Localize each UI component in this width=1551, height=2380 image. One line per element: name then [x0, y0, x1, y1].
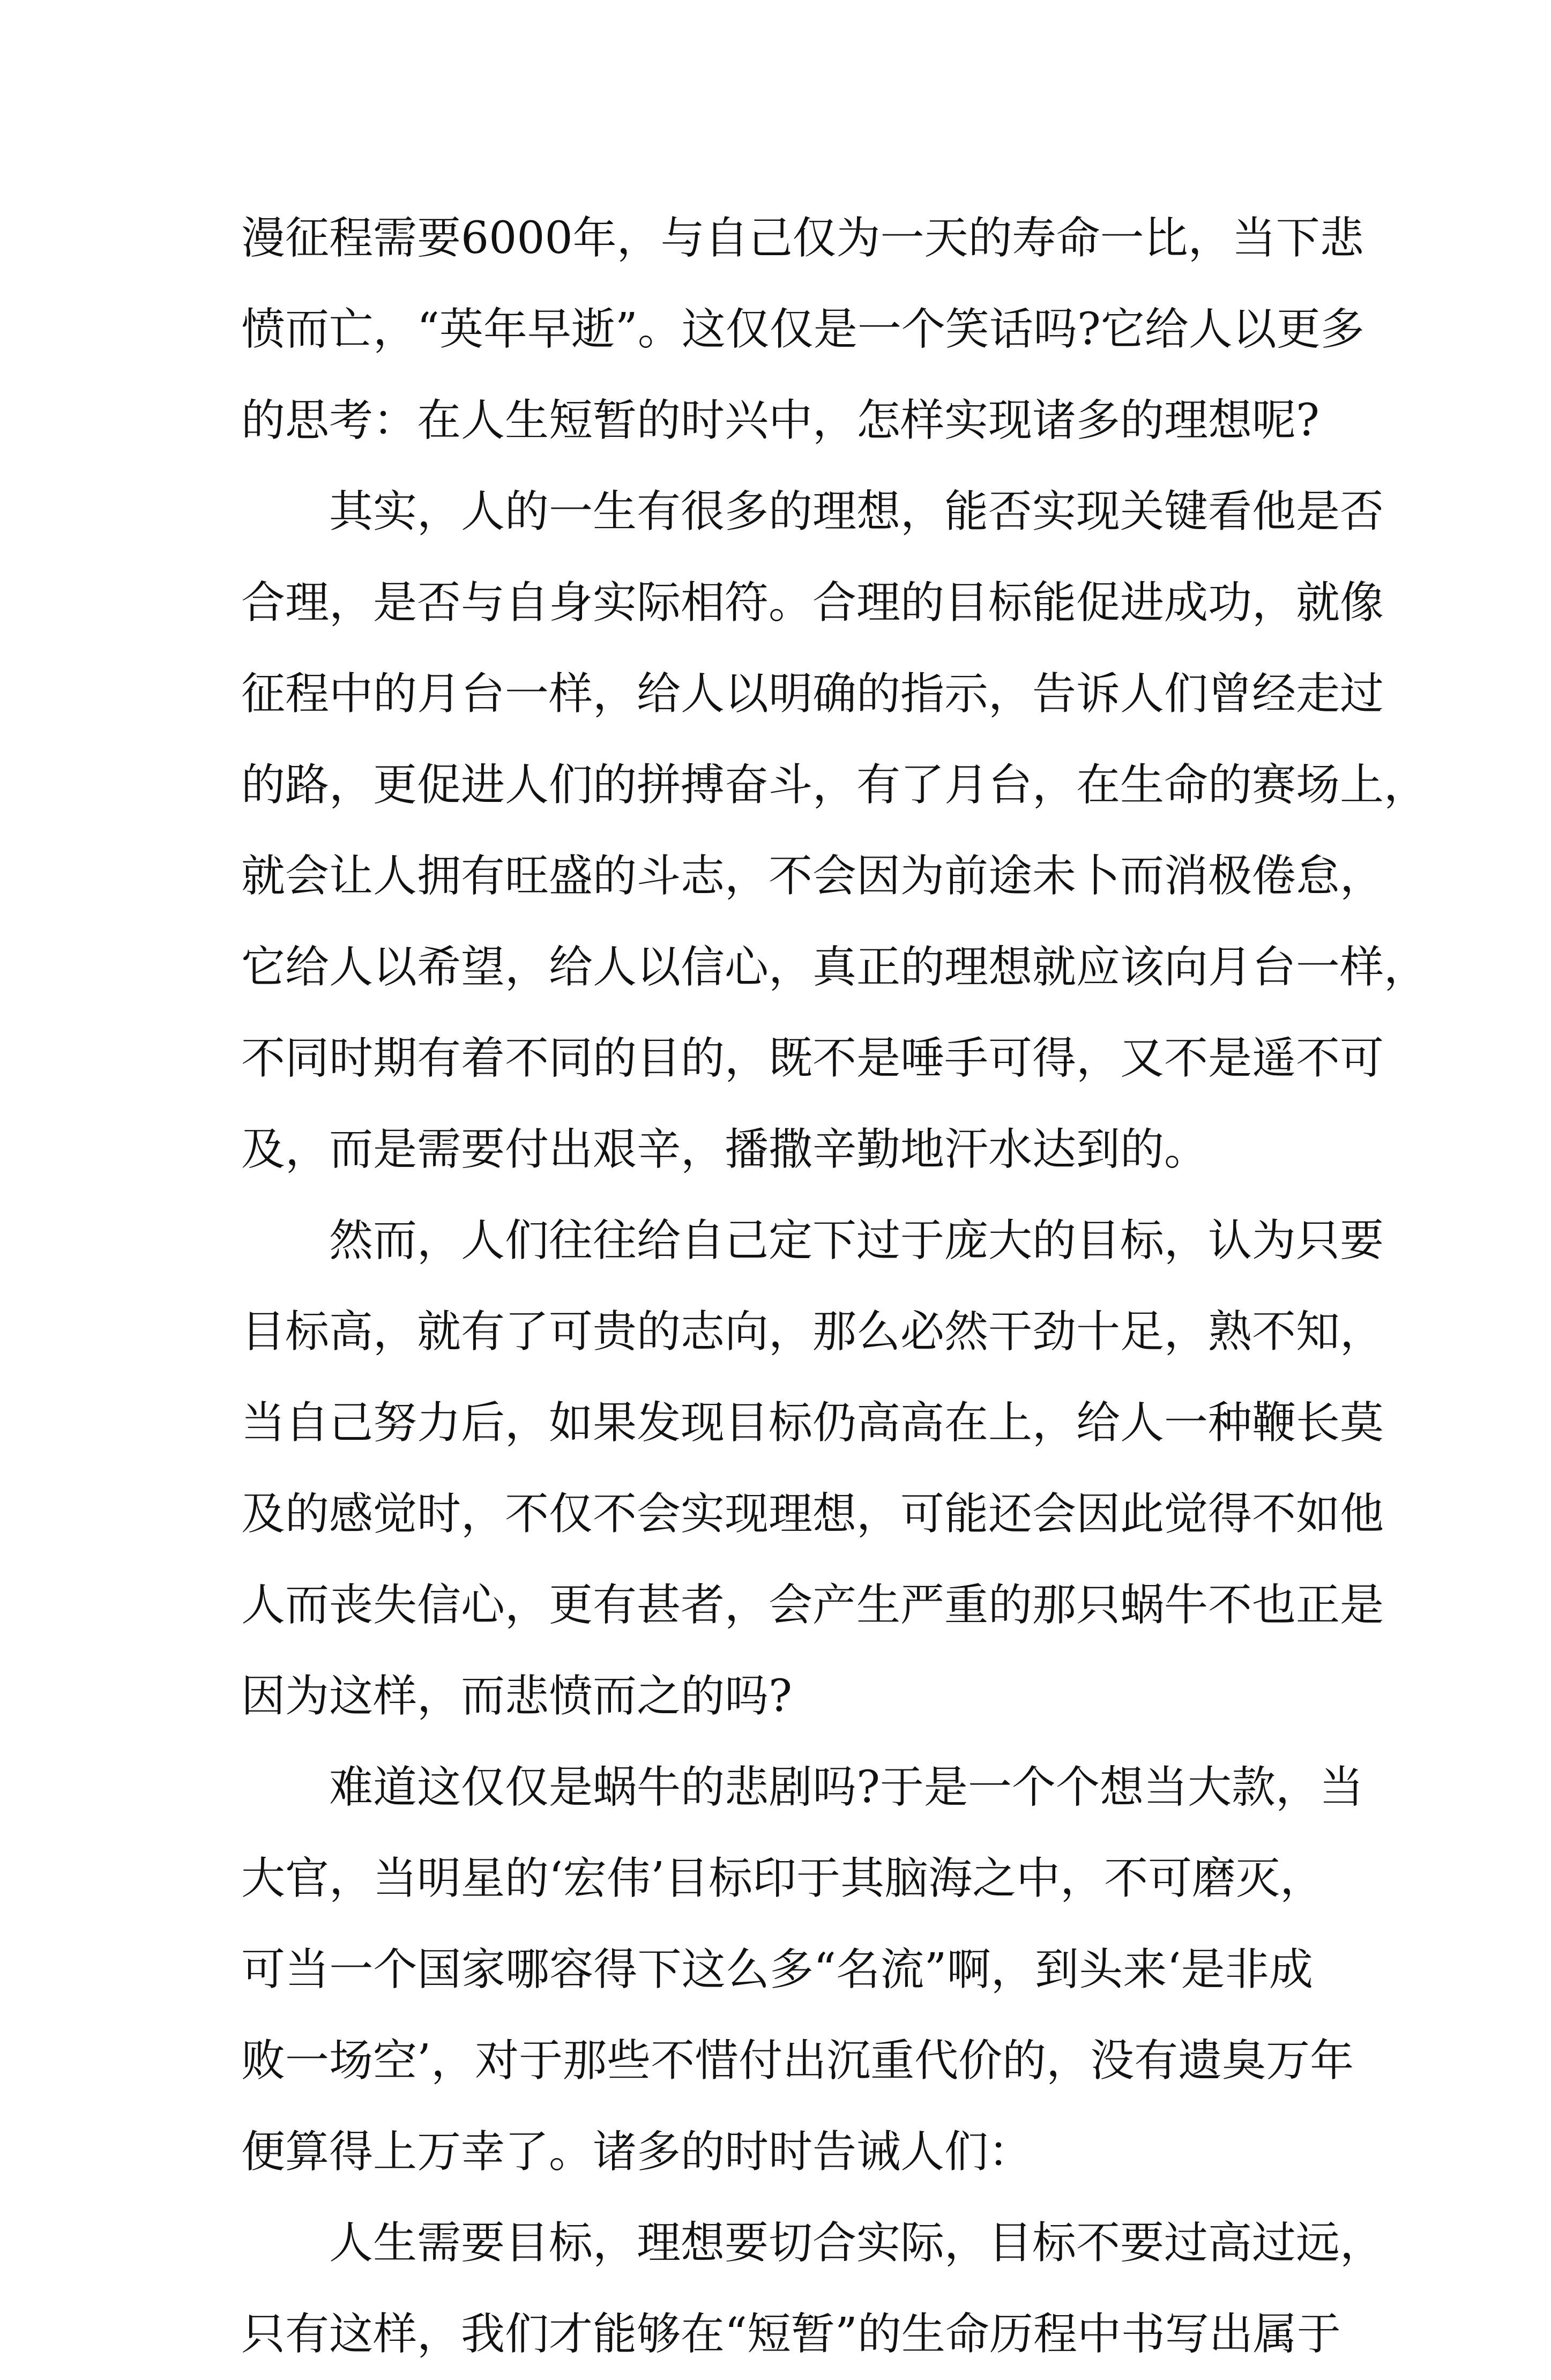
text-line: 大官，当明星的‘宏伟’目标印于其脑海之中，不可磨灭，: [241, 1853, 1324, 1904]
paragraph-first-line: 然而，人们往往给自己定下过于庞大的目标，认为只要: [329, 1215, 1384, 1266]
text-line: 只有这样，我们才能够在“短暂”的生命历程中书写出属于: [241, 2309, 1341, 2360]
text-line: 人而丧失信心，更有甚者，会产生严重的那只蜗牛不也正是: [241, 1580, 1384, 1631]
text-line: 败一场空’，对于那些不惜付出沉重代价的，没有遗臭万年: [241, 2035, 1354, 2086]
text-line: 它给人以希望，给人以信心，真正的理想就应该向月台一样，: [241, 942, 1428, 993]
text-line: 愤而亡，“英年早逝”。这仅仅是一个笑话吗?它给人以更多: [241, 304, 1364, 355]
body-text: [241, 193, 1428, 2380]
text-line: 的思考：在人生短暂的时兴中，怎样实现诸多的理想呢?: [241, 395, 1319, 446]
text-line: 因为这样，而悲愤而之的吗?: [241, 1671, 792, 1722]
paragraph-first-line: 难道这仅仅是蜗牛的悲剧吗?于是一个个想当大款，当: [329, 1762, 1363, 1813]
paragraph-first-line: 其实，人的一生有很多的理想，能否实现关键看他是否: [329, 486, 1384, 537]
text-line: 的路，更促进人们的拼搏奋斗，有了月台，在生命的赛场上，: [241, 760, 1428, 810]
text-line: 就会让人拥有旺盛的斗志，不会因为前途未卜而消极倦怠，: [241, 851, 1384, 902]
paragraph-first-line: 人生需要目标，理想要切合实际，目标不要过高过远，: [329, 2218, 1384, 2269]
text-line: 及，而是需要付出艰辛，播撒辛勤地汗水达到的。: [241, 1124, 1209, 1175]
text-line: 当自己努力后，如果发现目标仍高高在上，给人一种鞭长莫: [241, 1397, 1384, 1448]
text-line: 目标高，就有了可贵的志向，那么必然干劲十足，熟不知，: [241, 1306, 1384, 1357]
text-line: 可当一个国家哪容得下这么多“名流”啊，到头来‘是非成: [241, 1944, 1313, 1995]
text-line: 漫征程需要6000年，与自己仅为一天的寿命一比，当下悲: [241, 213, 1364, 264]
text-line: 不同时期有着不同的目的，既不是唾手可得，又不是遥不可: [241, 1033, 1384, 1084]
text-line: 征程中的月台一样，给人以明确的指示，告诉人们曾经走过: [241, 668, 1384, 719]
text-line: 合理，是否与自身实际相符。合理的目标能促进成功，就像: [241, 577, 1384, 628]
text-line: 及的感觉时，不仅不会实现理想，可能还会因此觉得不如他: [241, 1489, 1384, 1539]
text-line: 便算得上万幸了。诸多的时时告诫人们：: [241, 2126, 1033, 2177]
